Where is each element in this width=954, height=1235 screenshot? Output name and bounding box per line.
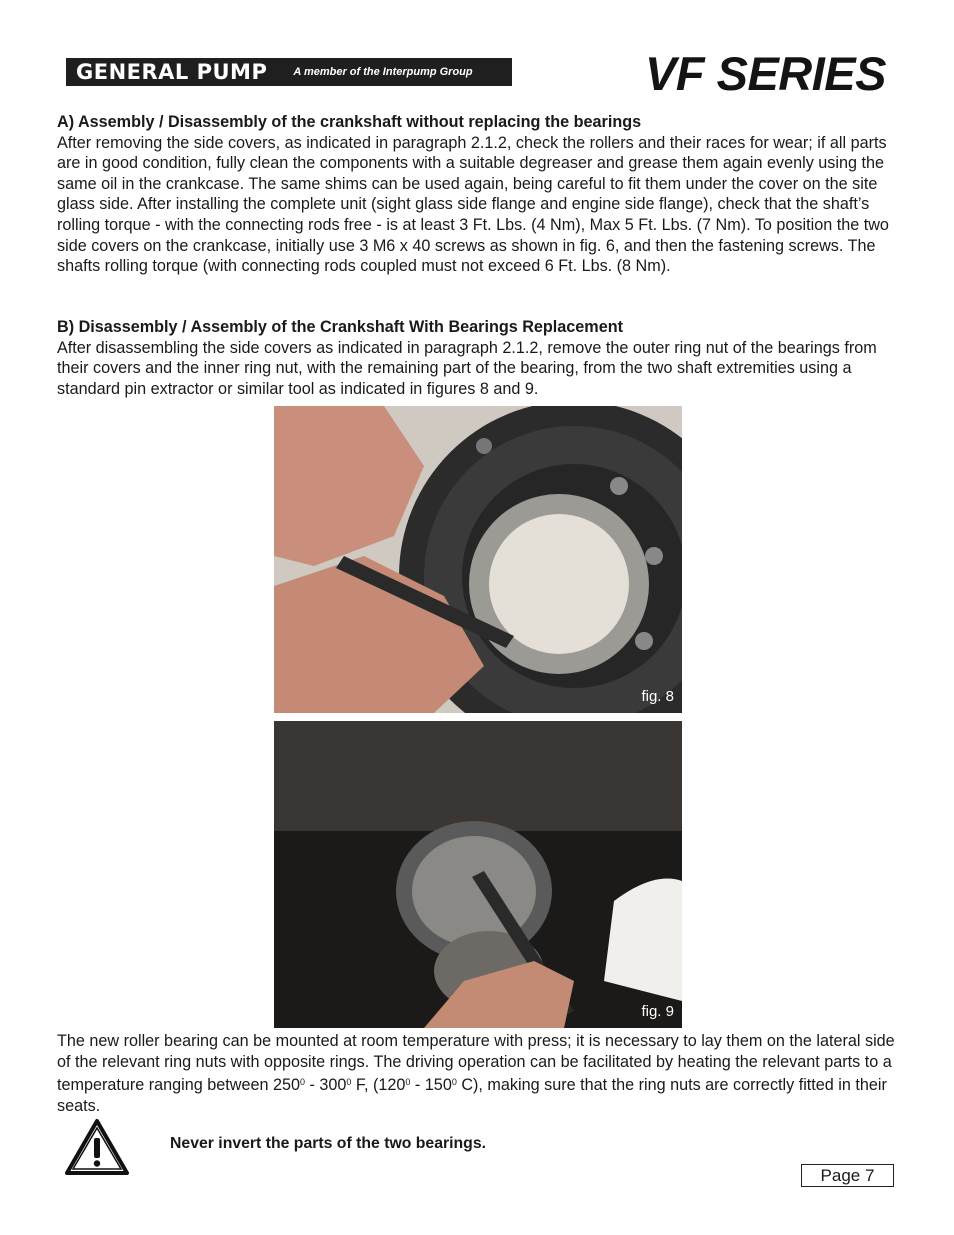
figure-8-photo — [274, 406, 682, 713]
brand-name: GENERAL PUMP — [76, 60, 268, 84]
section-c-text-5: C), making sure that the ring nuts are correctly fitted in their seats. — [57, 1076, 887, 1115]
degree-superscript: 0 — [451, 1077, 457, 1088]
section-c-text-3: F, (120 — [351, 1076, 406, 1095]
section-b — [57, 317, 899, 399]
section-b-body: After disassembling the side covers as indicated in paragraph 2.1.2, remove the outer ring nut of the bearings from their covers and the inner ring nut, with the remaining part of the bearing, from the two shaft extremities using a standard pin extractor or similar tool as indicated in figures 8 and 9. — [57, 338, 877, 398]
figure-9-illustration — [274, 721, 682, 1028]
warning-text: Never invert the parts of the two bearings. — [170, 1135, 487, 1152]
section-c-text-2: - 300 — [305, 1076, 347, 1095]
page-number: Page 7 — [801, 1164, 894, 1187]
section-a — [57, 112, 899, 277]
section-a-heading: A) Assembly / Disassembly of the crankshaft without replacing the bearings — [57, 113, 642, 131]
figure-9-label: fig. 9 — [641, 1003, 674, 1020]
figure-8-label: fig. 8 — [641, 688, 674, 705]
degree-superscript: 0 — [346, 1077, 352, 1088]
section-b-heading: B) Disassembly / Assembly of the Crankshaft With Bearings Replacement — [57, 318, 623, 336]
section-c-text-1: The new roller bearing can be mounted at room temperature with press; it is necessary to lay them on the lateral side of the relevant ring nuts with opposite rings. The driving operation can be facilitated by heating the relevant parts to a temperature ranging between 250 — [57, 1032, 895, 1095]
section-c-body — [57, 1031, 899, 1116]
figure-9-photo — [274, 721, 682, 1028]
section-c — [57, 1031, 899, 1116]
section-a-body: After removing the side covers, as indicated in paragraph 2.1.2, check the rollers and their races for wear; if all parts are in good condition, fully clean the components with a suitable degreaser and grease them again evenly using the same oil in the crankcase. The same shims can be used again, being careful to fit them under the cover on the site glass side. After installing the complete unit (sight glass side flange and engine side flange), check that the shaft’s rolling torque - with the connecting rods free - is at least 3 Ft. Lbs. (4 Nm), Max 5 Ft. Lbs. (7 Nm). To position the two side covers on the crankcase, initially use 3 M6 x 40 screws as shown in fig. 6, and then the fastening screws. The shafts rolling torque (with connecting rods coupled must not exceed 6 Ft. Lbs. (8 Nm). — [57, 133, 889, 276]
warning-triangle-icon — [64, 1118, 130, 1176]
degree-superscript: 0 — [405, 1077, 411, 1088]
figure-8-illustration — [274, 406, 682, 713]
section-c-text-4: - 150 — [410, 1076, 452, 1095]
degree-superscript: 0 — [299, 1077, 305, 1088]
brand-bar — [66, 58, 512, 86]
series-title: VF SERIES — [644, 47, 886, 100]
brand-tagline: A member of the Interpump Group — [293, 66, 473, 78]
